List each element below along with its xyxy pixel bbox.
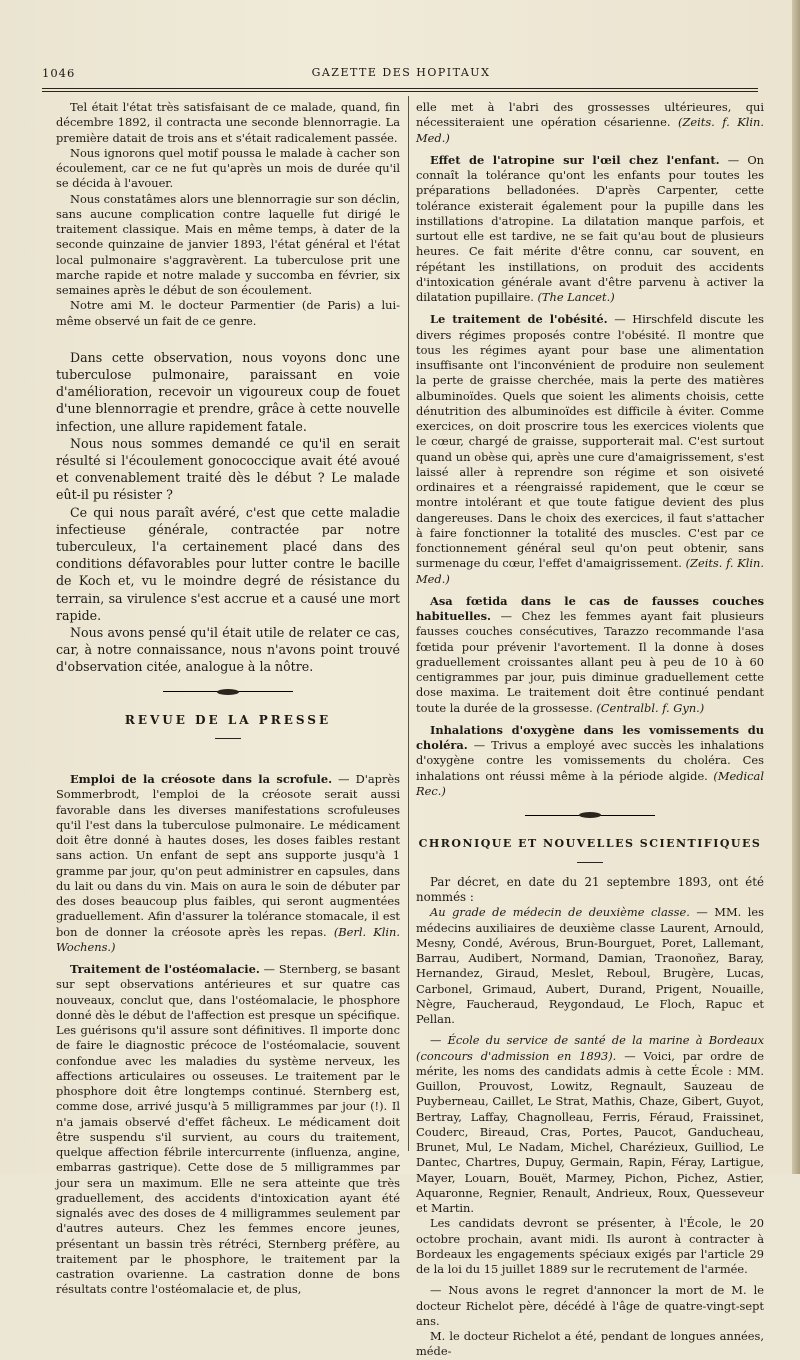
article-text: elle met à l'abri des grossesses ultérieures, qui nécessiteraient une opération césarienne. [416,100,764,130]
decret-paragraph: Par décret, en date du 21 septembre 1893, ont été nommés : [416,874,764,904]
article-text: — Hirschfeld discute les divers régimes proposés contre l'obésité. Il montre que tous les régimes ayant pour base une alimentation insuffisante ont l'inconvénient de produire non seulement la perte de graisse cherchée, mais la perte des matières albuminoïdes. Quels que soient les aliments choisis, cette dénutrition des albuminoïdes est difficile à éviter. Comme exercices, on doit proscrire tous les exercices violents que le cœur, chargé de graisse, supporterait mal. C'est surtout quand un obèse qui, après une cure d'amaigrissement, s'est laissé aller à reprendre son régime et son oisiveté ordinaires et a réengraissé rapidement, que le cœur se montre intolérant et que toute fatigue devient des plus dangereuses. Dans le choix des exercices, il faut s'attacher à faire fonctionner la totalité des muscles. C'est par ce fonctionnement général seul qu'on peut obtenir, sans surmenage du cœur, l'effet d'amaigrissement. [416,312,764,571]
article-creosote [56,772,400,955]
article-text: — D'après Sommerbrodt, l'emploi de la créosote serait aussi favorable dans les diverses manifestations scrofuleuses qu'il l'est dans la tuberculose pulmonaire. Le médicament doit être donné à hautes doses, les doses faibles restant sans action. Un enfant de sept ans supporte jusqu'à 1 gramme par jour, qu'on peut administrer en capsules, dans du lait ou dans du vin. Mais on aura le soin de débuter par des doses beaucoup plus faibles, qui seront augmentées graduellement. Afin d'assurer la tolérance stomacale, il est bon de donner la créosote après les repas. [56,772,400,939]
richelot-paragraph-2: M. le docteur Richelot a été, pendant de longues années, méde- [416,1329,764,1359]
candidats-paragraph: Les candidats devront se présenter, à l'École, le 20 octobre prochain, avant midi. Ils auront à contracter à Bordeaux les engagements spéciaux exigés par l'article 29 de la loi du 15 juillet 1889 sur le recrutement de l'armée. [416,1216,764,1277]
article-text: — Trivus a employé avec succès les inhalations d'oxygène contre les vomissements du choléra. Ces inhalations ont réussi même à la période algide. [416,738,764,783]
article-obesite [416,312,764,587]
article-heading: Inhalations d'oxygène dans les vomissements du choléra. [416,722,764,752]
article-text: — Chez les femmes ayant fait plusieurs fausses couches consécutives, Tarazzo recommande l'asa fœtida pour prévenir l'avortement. Il la donne à doses graduellement croissantes allant peu à peu de 10 à 60 centigrammes par jour, puis diminue graduellement cette dose maxima. Le traitement doit être continué pendant toute la durée de la grossesse. [416,609,764,715]
page-edge [792,0,800,1174]
column-separator [408,96,409,1151]
article-asa-foetida [416,594,764,716]
discussion-paragraph: Nous avons pensé qu'il était utile de relater ce cas, car, à notre connaissance, nous n'avons point trouvé d'observation citée, analogue à la nôtre. [56,625,400,675]
discussion-paragraph: Ce qui nous paraît avéré, c'est que cette maladie infectieuse générale, contractée par notre tuberculeux, l'a certainement placé dans des conditions défavorables pour lutter contre le bacille de Koch et, vu le moindre degré de résistance du terrain, sa virulence s'est accrue et a causé une mort rapide. [56,504,400,623]
discussion-paragraph: Nous nous sommes demandé ce qu'il en serait résulté si l'écoulement gonococcique avait été avoué et convenablement traité dès le début ? Le malade eût-il pu résister ? [56,435,400,503]
article-heading: Traitement de l'ostéomalacie. [70,962,260,977]
page-header [42,64,760,84]
header-rule [42,88,758,92]
chronique-section-title: CHRONIQUE ET NOUVELLES SCIENTIFIQUES [418,837,762,851]
medecins-paragraph [416,905,764,1027]
medecins-text: — MM. les médecins auxiliaires de deuxième classe Laurent, Arnould, Mesny, Condé, Avérous, Brun-Bourguet, Poret, Lallemant, Barrau, Audibert, Normand, Damian, Traonoñez, Baray, Hernandez, Giraud, Meslet, Reboul, Brugère, Lucas, Carbonel, Grimaud, Aubert, Durand, Prigent, Nouaille, Nègre, Faucheraud, Reygondaud, Le Floch, Rapuc et Pellan. [416,905,764,1027]
intro-paragraph: Nous ignorons quel motif poussa le malade à cacher son écoulement, car ce ne fut qu'après un mois de durée qu'il se décida à l'avouer. [56,145,400,191]
right-column [416,100,764,1360]
article-source: (Centralbl. f. Gyn.) [596,700,705,715]
article-source: (Medical Rec.) [416,768,764,798]
richelot-paragraph: — Nous avons le regret d'annoncer la mort de M. le docteur Richelot père, décédé à l'âge de quatre-vingt-sept ans. [416,1283,764,1328]
title-rule [577,862,603,863]
intro-paragraph: Tel était l'état très satisfaisant de ce malade, quand, fin décembre 1892, il contracta une seconde blennorragie. La première datait de trois ans et s'était radicalement passée. [56,100,400,145]
section-ornament [56,684,400,699]
ecole-paragraph [416,1033,764,1216]
discussion-paragraph: Dans cette observation, nous voyons donc une tuberculose pulmonaire, paraissant en voie d'amélioration, recevoir un vigoureux coup de fouet d'une blennorragie et prendre, grâce à cette nouvelle infection, une allure rapidement fatale. [56,349,400,434]
medecins-lead: Au grade de médecin de deuxième classe. [430,905,690,920]
article-continuation [416,100,764,146]
left-column [56,100,400,1298]
section-ornament [416,807,764,822]
article-source: (The Lancet.) [537,290,615,304]
article-source: (Zeits. f. Klin. Med.) [416,556,764,586]
intro-paragraph: Notre ami M. le docteur Parmentier (de Paris) a lui-même observé un fait de ce genre. [56,298,400,328]
article-source: (Zeits. f. Klin. Med.) [416,115,764,145]
article-heading: Le traitement de l'obésité. [430,312,608,327]
article-heading: Asa fœtida dans le cas de fausses couches habituelles. [416,593,764,623]
intro-paragraph: Nous constatâmes alors une blennorragie sur son déclin, sans aucune complication contre laquelle fut dirigé le traitement classique. Mais en même temps, à dater de la seconde quinzaine de janvier 1893, l'état général et l'état local pulmonaire s'aggravèrent. La tuberculose prit une marche rapide et notre malade y succomba en février, six semaines après le début de son écoulement. [56,191,400,297]
title-rule [215,738,241,739]
article-text: — Sternberg, se basant sur sept observations antérieures et sur quatre cas nouveaux, conclut que, dans l'ostéomalacie, le phosphore donné dès le début de l'affection est presque un spécifique. Les guérisons qu'il assure sont définitives. Il importe donc de faire le diagnostic précoce de l'ostéomalacie, souvent confondue avec les maladies du système nerveux, les affections articulaires ou osseuses. Le traitement par le phosphore doit être longtemps continué. Sternberg est, comme dose, arrivé jusqu'à 5 milligrammes par jour (!). Il n'a jamais observé d'effet fâcheux. Le médicament doit être suspendu s'il survient, au cours du traitement, quelque affection fébrile intercurrente (influenza, angine, embarras gastrique). Cette dose de 5 milligrammes par jour sera un maximum. Elle ne sera atteinte que très graduellement, des accidents d'intoxication ayant été signalés avec des doses de 4 milligrammes seulement par d'autres auteurs. Chez les femmes encore jeunes, présentant un bassin très rétréci, Sternberg préfère, au traitement par le phosphore, le traitement par la castration ovarienne. La castration donne de bons résultats contre l'ostéomalacie et, de plus, [56,962,400,1297]
revue-section-title: REVUE DE LA PRESSE [124,712,332,727]
ecole-lead: — École du service de santé de la marine à Bordeaux (concours d'admission en 1893). [416,1033,764,1063]
article-source: (Berl. Klin. Wochens.) [56,924,400,954]
ecole-text: — Voici, par ordre de mérite, les noms des candidats admis à cette École : MM. Guillon, Prouvost, Lowitz, Regnault, Sauzeau de Puyberneau, Caillet, Le Strat, Mathis, Chaze, Gibert, Guyot, Bertray, Laffay, Chagnolleau, Ferris, Féraud, Fraissinet, Couderc, Bireaud, Cras, Portes, Paucot, Ganducheau, Brunet, Mul, Le Nadam, Michel, Charézieux, Guilliod, Le Dantec, Chartres, Dupuy, Germain, Rapin, Féray, Lartigue, Mayer, Louarn, Bouët, Marmey, Pichon, Pichez, Astier, Aquaronne, Regnier, Renault, Andrieux, Roux, Quesseveur et Martin. [416,1048,764,1216]
article-heading: Emploi de la créosote dans la scrofule. [70,772,333,787]
article-heading: Effet de l'atropine sur l'œil chez l'enfant. [430,152,720,167]
article-osteomalacie [56,962,400,1298]
article-oxygene [416,723,764,799]
article-text: — On connaît la tolérance qu'ont les enfants pour toutes les préparations belladonées. D'après Carpenter, cette tolérance existerait également pour la pupille dans les instillations d'atropine. La dilatation manque parfois, et surtout elle est tardive, ne se fait qu'au bout de plusieurs heures. Ce fait mérite d'être connu, car souvent, en répétant les instillations, on produit des accidents d'intoxication générale avant d'être parvenu à activer la dilatation pupillaire. [416,152,764,304]
article-atropine [416,153,764,306]
page-number: 1046 [42,66,76,80]
journal-title: GAZETTE DES HOPITAUX [311,66,491,79]
